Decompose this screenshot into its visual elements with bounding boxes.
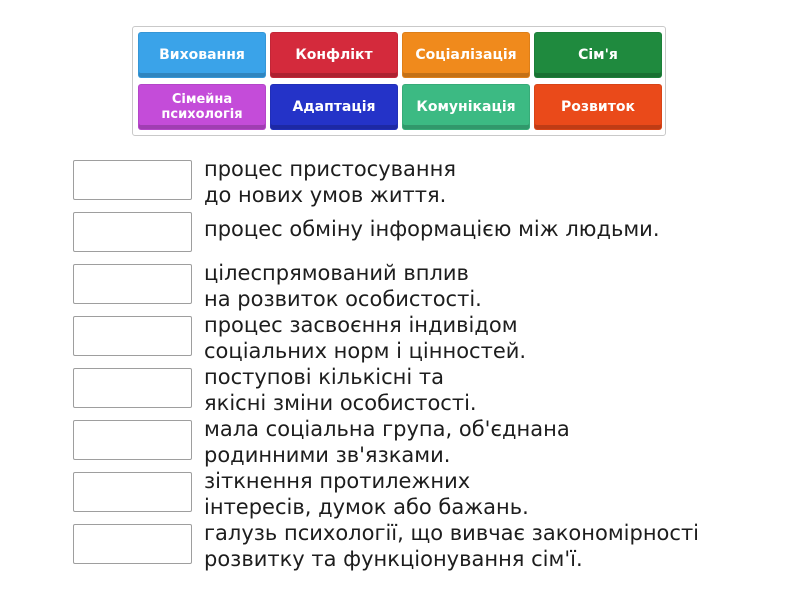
answer-bank <box>132 26 666 136</box>
tile-vyhovannia[interactable]: Виховання <box>138 32 266 78</box>
tile-sotsializatsiia[interactable]: Соціалізація <box>402 32 530 78</box>
drop-slot-8[interactable] <box>73 524 192 564</box>
drop-slot-7[interactable] <box>73 472 192 512</box>
definition-4: процес засвоєння індивідом соціальних норм і цінностей. <box>204 313 527 363</box>
tile-rozvytok[interactable]: Розвиток <box>534 84 662 130</box>
definition-1: процес пристосування до нових умов життя. <box>204 157 456 207</box>
definition-5: поступові кількісні та якісні зміни особистості. <box>204 365 477 415</box>
tile-konflikt[interactable]: Конфлікт <box>270 32 398 78</box>
drop-slot-2[interactable] <box>73 212 192 252</box>
drop-slot-3[interactable] <box>73 264 192 304</box>
drop-slot-1[interactable] <box>73 160 192 200</box>
tile-komunikatsiia[interactable]: Комунікація <box>402 84 530 130</box>
tile-simia[interactable]: Сім'я <box>534 32 662 78</box>
definition-8: галузь психології, що вивчає закономірності розвитку та функціонування сім'ї. <box>204 521 700 571</box>
definition-7: зіткнення протилежних інтересів, думок або бажань. <box>204 469 529 519</box>
tile-simeina-psykholohiia[interactable]: Сімейна психологія <box>138 84 266 130</box>
definition-2: процес обміну інформацією між людьми. <box>204 217 660 241</box>
tile-adaptatsiia[interactable]: Адаптація <box>270 84 398 130</box>
definition-3: цілеспрямований вплив на розвиток особистості. <box>204 261 482 311</box>
drop-slot-4[interactable] <box>73 316 192 356</box>
definition-6: мала соціальна група, об'єднана родинними зв'язками. <box>204 417 570 467</box>
drop-slot-6[interactable] <box>73 420 192 460</box>
drop-slot-5[interactable] <box>73 368 192 408</box>
